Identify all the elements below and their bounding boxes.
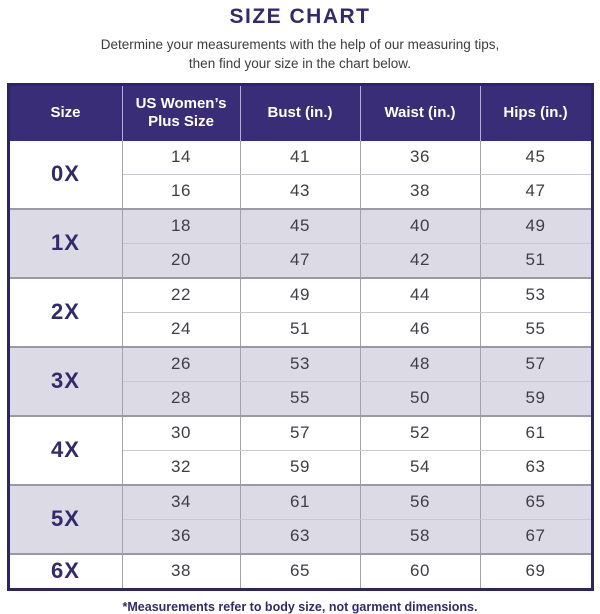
- table-cell: 47: [240, 243, 360, 278]
- size-cell-6x: 6X: [8, 554, 122, 590]
- table-cell: 47: [480, 174, 592, 209]
- table-cell: 53: [480, 278, 592, 313]
- table-row: [8, 416, 592, 451]
- table-cell: 51: [480, 243, 592, 278]
- table-cell: 46: [360, 312, 480, 347]
- table-cell: 20: [122, 243, 240, 278]
- table-cell: 49: [480, 209, 592, 244]
- table-cell: 34: [122, 485, 240, 520]
- table-cell: 54: [360, 450, 480, 485]
- table-row: [8, 485, 592, 520]
- table-row: [8, 278, 592, 313]
- table-cell: 63: [480, 450, 592, 485]
- table-cell: 49: [240, 278, 360, 313]
- size-cell-1x: 1X: [8, 209, 122, 278]
- table-cell: 14: [122, 141, 240, 175]
- size-cell-3x: 3X: [8, 347, 122, 416]
- table-cell: 53: [240, 347, 360, 382]
- table-cell: 69: [480, 554, 592, 590]
- size-cell-2x: 2X: [8, 278, 122, 347]
- table-cell: 50: [360, 381, 480, 416]
- table-cell: 18: [122, 209, 240, 244]
- table-cell: 24: [122, 312, 240, 347]
- table-cell: 55: [480, 312, 592, 347]
- table-cell: 58: [360, 519, 480, 554]
- subtitle: [0, 36, 600, 74]
- size-cell-0x: 0X: [8, 141, 122, 209]
- table-cell: 55: [240, 381, 360, 416]
- header-cell-waist: Waist (in.): [360, 84, 480, 141]
- table-cell: 59: [480, 381, 592, 416]
- table-cell: 56: [360, 485, 480, 520]
- table-cell: 43: [240, 174, 360, 209]
- size-chart-table: [7, 83, 594, 591]
- subtitle-line-2: then find your size in the chart below.: [188, 55, 412, 71]
- table-row: [8, 141, 592, 175]
- table-cell: 57: [480, 347, 592, 382]
- table-cell: 16: [122, 174, 240, 209]
- page-title: SIZE CHART: [229, 5, 371, 28]
- table-cell: 65: [480, 485, 592, 520]
- table-cell: 30: [122, 416, 240, 451]
- table-row: [8, 209, 592, 244]
- table-cell: 61: [240, 485, 360, 520]
- table-cell: 41: [240, 141, 360, 175]
- table-cell: 36: [360, 141, 480, 175]
- table-cell: 60: [360, 554, 480, 590]
- table-cell: 42: [360, 243, 480, 278]
- header-cell-size: Size: [8, 84, 122, 141]
- table-cell: 26: [122, 347, 240, 382]
- table-cell: 57: [240, 416, 360, 451]
- header-cell-hips: Hips (in.): [480, 84, 592, 141]
- table-cell: 32: [122, 450, 240, 485]
- table-cell: 40: [360, 209, 480, 244]
- table-cell: 36: [122, 519, 240, 554]
- table-cell: 52: [360, 416, 480, 451]
- table-cell: 38: [122, 554, 240, 590]
- table-cell: 67: [480, 519, 592, 554]
- table-cell: 51: [240, 312, 360, 347]
- size-cell-4x: 4X: [8, 416, 122, 485]
- table-cell: 38: [360, 174, 480, 209]
- table-cell: 65: [240, 554, 360, 590]
- table-cell: 59: [240, 450, 360, 485]
- header-cell-bust: Bust (in.): [240, 84, 360, 141]
- table-row: [8, 347, 592, 382]
- footnote: *Measurements refer to body size, not garment dimensions.: [122, 599, 478, 614]
- table-cell: 28: [122, 381, 240, 416]
- table-row: [8, 554, 592, 590]
- table-cell: 63: [240, 519, 360, 554]
- subtitle-line-1: Determine your measurements with the help of our measuring tips,: [100, 37, 500, 52]
- table-cell: 45: [240, 209, 360, 244]
- header-row: [8, 84, 592, 141]
- table-cell: 45: [480, 141, 592, 175]
- size-cell-5x: 5X: [8, 485, 122, 554]
- table-cell: 44: [360, 278, 480, 313]
- header-cell-us-womens-plus-size: US Women’s Plus Size: [122, 84, 240, 141]
- table-cell: 61: [480, 416, 592, 451]
- table-cell: 48: [360, 347, 480, 382]
- table-cell: 22: [122, 278, 240, 313]
